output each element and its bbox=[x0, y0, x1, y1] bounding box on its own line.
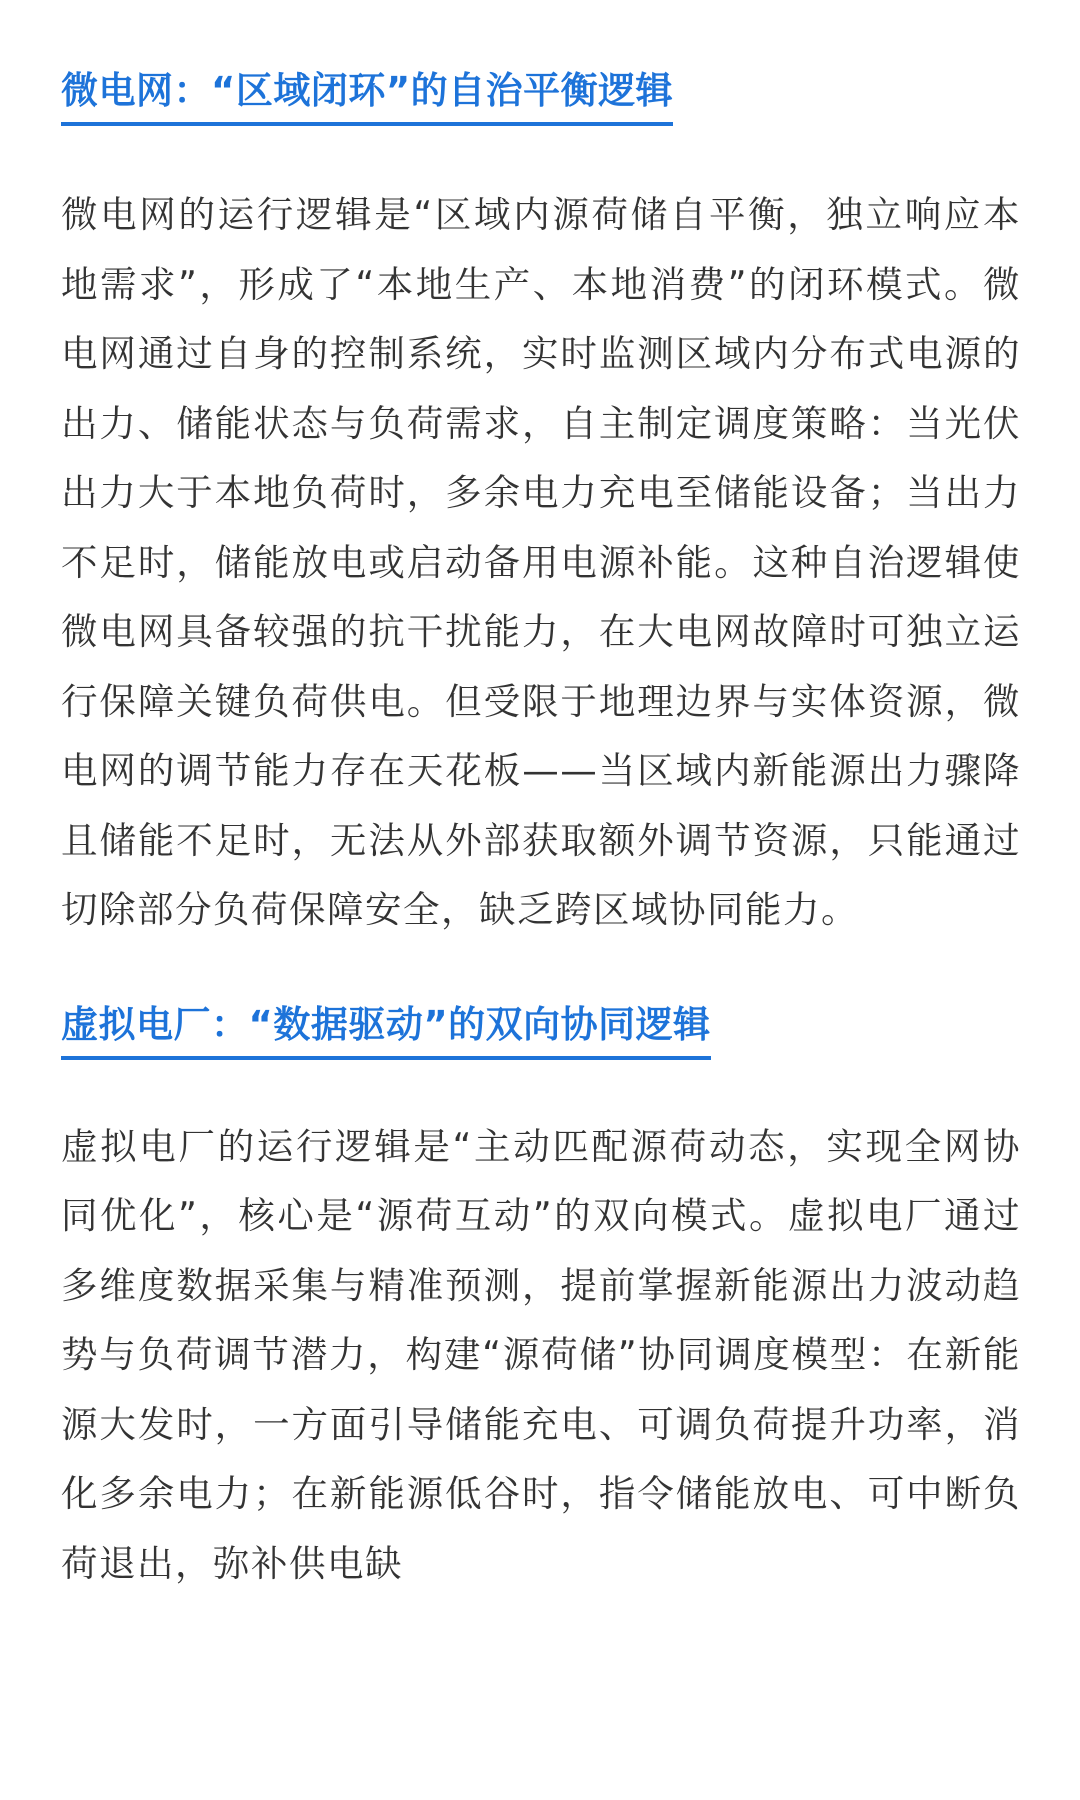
section-paragraph: 微电网的运行逻辑是“区域内源荷储自平衡，独立响应本地需求”，形成了“本地生产、本地消费”的闭环模式。微电网通过自身的控制系统，实时监测区域内分布式电源的出力、储能状态与负荷需求，自主制定调度策略：当光伏出力大于本地负荷时，多余电力充电至储能设备；当出力不足时，储能放电或启动备用电源补能。这种自治逻辑使微电网具备较强的抗干扰能力，在大电网故障时可独立运行保障关键负荷供电。但受限于地理边界与实体资源，微电网的调节能力存在天花板——当区域内新能源出力骤降且储能不足时，无法从外部获取额外调节资源，只能通过切除部分负荷保障安全，缺乏跨区域协同能力。 bbox=[61, 193, 1021, 931]
section-virtual-power-plant bbox=[61, 945, 1021, 1599]
section-microgrid bbox=[61, 52, 1021, 945]
section-paragraph: 虚拟电厂的运行逻辑是“主动匹配源荷动态，实现全网协同优化”，核心是“源荷互动”的双向模式。虚拟电厂通过多维度数据采集与精准预测，提前掌握新能源出力波动趋势与负荷调节潜力，构建“源荷储”协同调度模型：在新能源大发时，一方面引导储能充电、可调负荷提升功率，消化多余电力；在新能源低谷时，指令储能放电、可中断负荷退出，弥补供电缺 bbox=[61, 1124, 1021, 1585]
article bbox=[61, 52, 1021, 1598]
section-title: 虚拟电厂：“数据驱动”的双向协同逻辑 bbox=[61, 1001, 711, 1060]
section-title: 微电网：“区域闭环”的自治平衡逻辑 bbox=[61, 67, 673, 126]
